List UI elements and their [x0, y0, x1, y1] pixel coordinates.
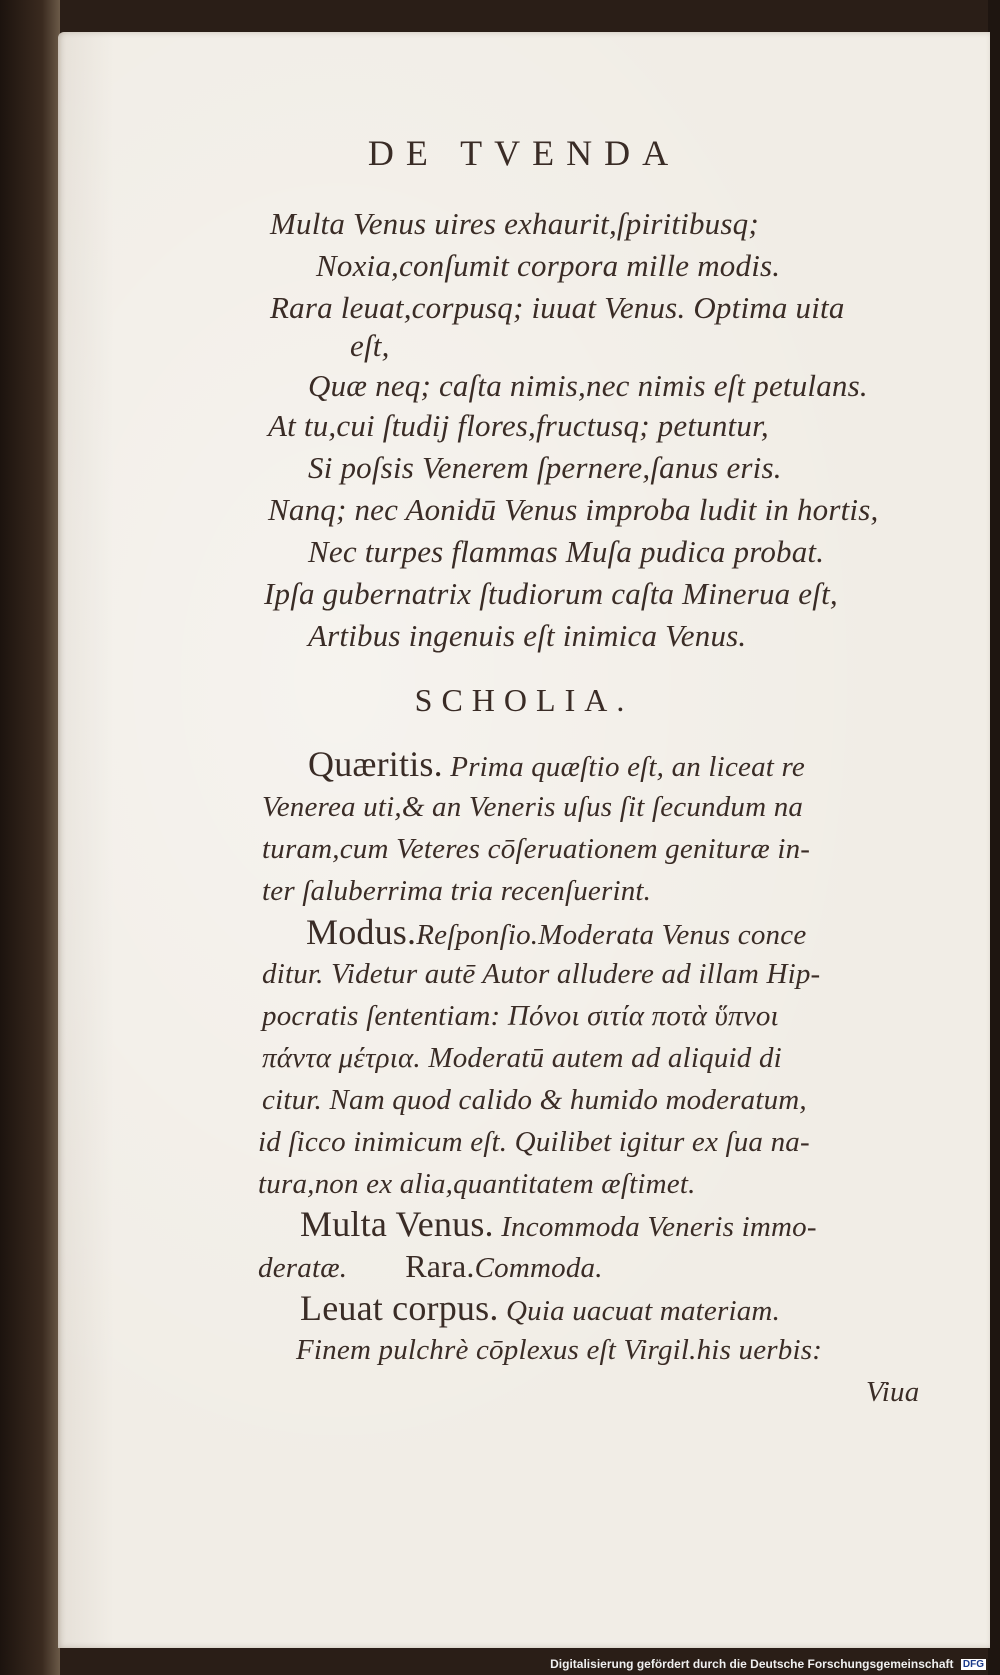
verse-line: Quæ neq; caſta nimis,nec nimis eſt petulans. [308, 368, 868, 403]
lemma: Modus. [306, 912, 417, 952]
verse-line: Multa Venus uires exhaurit,ſpiritibusq; [270, 206, 759, 241]
verse-line: Nec turpes flammas Muſa pudica probat. [308, 534, 825, 569]
verse-line: Si poſsis Venerem ſpernere,ſanus eris. [308, 450, 782, 485]
catchword: Viua [866, 1376, 920, 1408]
book-page [58, 32, 990, 1648]
scholia-text: Commoda. [474, 1252, 603, 1284]
scholia-line [300, 1288, 780, 1331]
running-head: DE TVENDA [367, 133, 681, 173]
verse-line: Noxia,conſumit corpora mille modis. [316, 248, 781, 283]
lemma: Multa Venus. [300, 1204, 494, 1244]
verse-line: Nanq; nec Aonidū Venus improba ludit in hortis, [268, 492, 879, 527]
scholia-line: turam,cum Veteres cōſeruationem genituræ in- [262, 833, 811, 865]
verse-line: Rara leuat,corpusq; iuuat Venus. Optima uita [270, 290, 845, 325]
scholia-line: Finem pulchrè cōplexus eſt Virgil.his uerbis: [296, 1334, 823, 1366]
scholia-text: Quia uacuat materiam. [498, 1295, 781, 1327]
digitization-credit [550, 1657, 986, 1671]
lemma: Quæritis. [308, 744, 443, 784]
scholia-text: Moderatū autem ad aliquid di [420, 1042, 782, 1074]
verse-line: At tu,cui ſtudij flores,fructusq; petuntur, [268, 408, 769, 443]
scholia-line [262, 996, 779, 1036]
scholia-line [262, 1038, 782, 1078]
scholia-line [258, 1246, 603, 1288]
scholia-line [306, 912, 806, 955]
scholia-text: Incommoda Veneris immo- [493, 1211, 817, 1243]
scholia-line: tura,non ex alia,quantitatem æſtimet. [258, 1168, 696, 1200]
section-heading: SCHOLIA. [414, 682, 634, 718]
verse-line: Artibus ingenuis eſt inimica Venus. [308, 618, 747, 653]
lemma: Rara. [405, 1248, 475, 1284]
scholia-line: ter ſaluberrima tria recenſuerint. [262, 875, 652, 907]
lemma: Leuat corpus. [300, 1288, 499, 1328]
greek-text: πάντα μέτρια. [262, 1042, 421, 1074]
scholia-line: citur. Nam quod calido & humido moderatum, [262, 1084, 807, 1116]
scholia-text: Reſponſio.Moderata Venus conce [416, 919, 807, 951]
scholia-line: ditur. Videtur autē Autor alludere ad illam Hip- [262, 958, 821, 990]
scholia-line [300, 1204, 817, 1247]
dfg-logo: DFG [962, 1659, 984, 1671]
scan-border-left [0, 0, 60, 1675]
scholia-line: id ſicco inimicum eſt. Quilibet igitur ex ſua na- [258, 1126, 810, 1158]
scholia-text: pocratis ſententiam: [262, 1000, 508, 1032]
scholia-text: deratæ. [258, 1252, 348, 1284]
verse-line: eſt, [350, 328, 390, 363]
scholia-text: Prima quæſtio eſt, an liceat re [442, 751, 805, 783]
scholia-line: Venerea uti,& an Veneris uſus ſit ſecundum na [262, 791, 804, 823]
scholia-line [308, 744, 805, 787]
verse-line: Ipſa gubernatrix ſtudiorum caſta Minerua eſt, [264, 576, 838, 611]
greek-text: Πόνοι σιτία ποτὰ ὕπνοι [507, 1000, 779, 1032]
credit-text: Digitalisierung gefördert durch die Deutsche Forschungsgemeinschaft [550, 1657, 954, 1671]
